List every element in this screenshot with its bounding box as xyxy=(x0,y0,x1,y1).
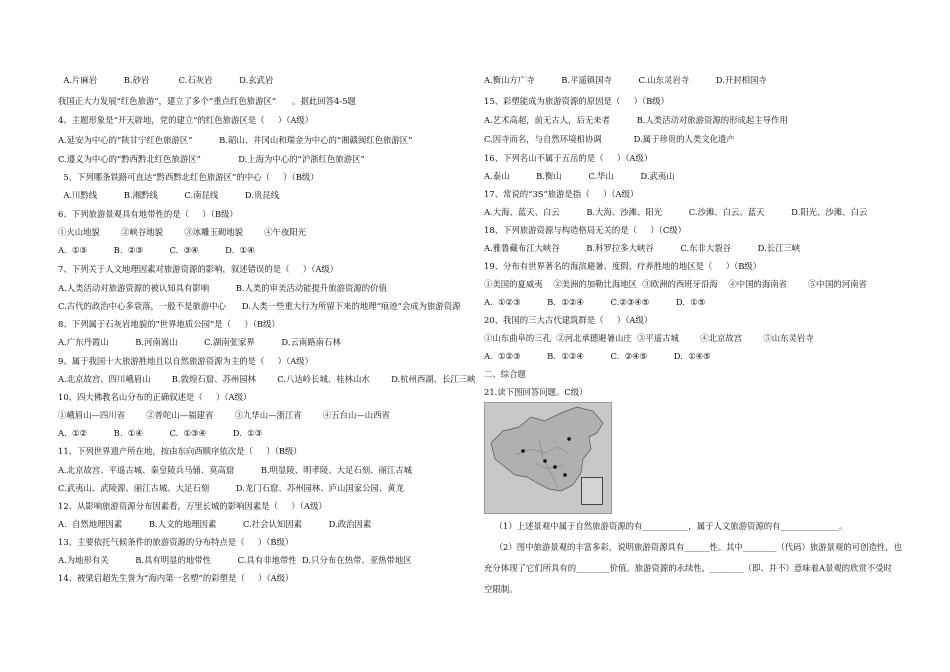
q21-part2-cont: 充分体现了它们所具有的________价值。旅游资源的永续性，________（即、并不）意味着A景观的欣赏不受时 xyxy=(484,563,893,573)
q19-options: A. ①②③ B. ①②④ C.②③④⑤ D. ①⑤ xyxy=(484,297,706,307)
map-marker xyxy=(567,437,571,441)
q10-stem: 10、四大佛教名山分布的正确叙述是（ ）（A级） xyxy=(58,392,252,402)
q17-options: A.大海、蓝天、白云 B.大海、沙滩、阳光 C.沙滩、白云、蓝天 D.阳光、沙滩、白云 xyxy=(484,207,868,217)
q9-stem: 9、属于我国十大旅游胜地且以自然旅游资源为主的是（ ）（A级） xyxy=(58,356,313,366)
q6-stem: 6、下列旅游景观具有地带性的是（ ）（B级） xyxy=(58,209,238,219)
q9-options: A.北京故宫、四川峨眉山 B.敦煌石窟、苏州园林 C.八达岭长城、桂林山水 D.杭州西湖、长江三峡 xyxy=(58,374,476,384)
q5-options: A.川黔线 B.湘黔线 C.南昆线 D.贵昆线 xyxy=(58,190,280,200)
q18-options: A.雅鲁藏布江大峡谷 B.科罗拉多大峡谷 C.东非大裂谷 D.长江三峡 xyxy=(484,243,801,253)
q20-items: ①山东曲阜的三孔 ②河北承德避暑山庄 ③平遥古城 ④北京故宫 ⑤山东灵岩寺 xyxy=(484,333,814,343)
q7-options-cd: C.古代的政治中心多衰落，一般不是旅游中心 D.人类一些重大行为所留下来的地理“痕迹”会成为旅游资源 xyxy=(58,301,461,311)
china-map-figure xyxy=(484,402,612,514)
map-marker xyxy=(563,473,567,477)
q7-stem: 7、下列关于人文地理因素对旅游资源的影响，叙述错误的是（ ）（A级） xyxy=(58,264,339,274)
q18-stem: 18、下列旅游资源与构造格局无关的是（ ）（C级） xyxy=(484,225,687,235)
q10-items: ①峨眉山—四川省 ②普陀山—福建省 ③九华山—浙江省 ④五台山—山西省 xyxy=(58,410,390,420)
q16-stem: 16、下列名山不属于五岳的是（ ）（A级） xyxy=(484,153,653,163)
red-tourism-intro: 我国正大力发展“红色旅游”，建立了多个“重点红色旅游区” 。据此回答4-5题 xyxy=(58,96,356,106)
q14-options: A.衡山方广寺 B.平遥镇国寺 C.山东灵岩寺 D.开封相国寺 xyxy=(484,75,767,85)
q14-stem: 14、被梁启超先生誉为“海内第一名塑”的彩塑是（ ）（A级） xyxy=(58,573,294,583)
section-heading: 二、综合题 xyxy=(484,369,526,379)
q7-options-ab: A.人类活动对旅游资源的被认知具有影响 B.人类的审美活动能提升旅游资源的价值 xyxy=(58,283,387,293)
q3-options: A.片麻岩 B.砂岩 C.石灰岩 D.玄武岩 xyxy=(58,75,274,85)
q5-stem: 5、下列哪条铁路可直达“黔西黔北红色旅游区”的中心（ ）（B级） xyxy=(58,172,319,182)
map-marker xyxy=(543,459,547,463)
q21-part2-end: 空限制。 xyxy=(484,584,518,594)
q20-options: A. ①②③ B. ①②④ C. ②④⑤ D. ①④⑤ xyxy=(484,351,711,361)
q15-options-ab: A.艺术高超，前无古人，后无来者 B.人类活动对旅游资源的形成起主导作用 xyxy=(484,115,788,125)
q4-options-cd: C.遵义为中心的“黔西黔北红色旅游区” D.上海为中心的“沪浙红色旅游区” xyxy=(58,154,365,164)
q4-options-ab: A.延安为中心的“陕甘宁红色旅游区” B.韶山、井冈山和瑞金为中心的“湘赣闽红色旅游区” xyxy=(58,135,413,145)
q11-options-cd: C.武夷山、武陵源、丽江古城、大足石刻 D.龙门石窟、苏州园林、庐山国家公园、黄龙 xyxy=(58,483,404,493)
q10-options: A. ①② B. ①④ C. ①③④ D. ①③ xyxy=(58,428,263,438)
q8-options: A.广东丹霞山 B.河南嵩山 C.湖南张家界 D.云南路南石林 xyxy=(58,337,341,347)
q12-options: A. 自然地理因素 B.人文的地理因素 C.社会认知因素 D.政治因素 xyxy=(58,519,372,529)
q8-stem: 8、下列属于石灰岩地貌的“世界地质公园”是（ ）（B级） xyxy=(58,319,280,329)
south-china-sea-inset xyxy=(581,477,603,505)
q15-stem: 15、彩塑能成为旅游资源的原因是（ ）（B级） xyxy=(484,96,670,106)
q16-options: A.泰山 B.衡山 C.华山 D.武夷山 xyxy=(484,171,675,181)
q4-stem: 4、主题形象是“开天辟地，党的建立”的红色旅游区是（ ）（A级） xyxy=(58,115,314,125)
q21-stem: 21.读下图回答问题。C级） xyxy=(484,387,588,397)
q6-items: ①火山地貌 ②峡谷地貌 ③冰雕玉砌地貌 ④午夜阳光 xyxy=(58,227,307,237)
q20-stem: 20、我国的三大古代建筑群是（ ）（A级） xyxy=(484,315,653,325)
q21-part1: （1）上述景观中属于自然旅游资源的有___________，属于人文旅游资源的有______________。 xyxy=(484,521,848,531)
q12-stem: 12、从影响旅游资源分布因素看，万里长城的影响因素是（ ）（A级） xyxy=(58,501,327,511)
q15-options-cd: C.因寺而名，与自然环境相协调 D.属于珍贵的人类文化遗产 xyxy=(484,134,735,144)
q13-options: A.为地形有关 B.具有明显的地带性 C.具有非地带性 D.只分布在热带、亚热带地区 xyxy=(58,555,412,565)
q13-stem: 13、主要依托气候条件的旅游资源的分布特点是（ ）（B级） xyxy=(58,537,294,547)
map-marker xyxy=(521,449,525,453)
q11-stem: 11、下列世界遗产所在地，按由东向西顺序依次是（ ）（B级） xyxy=(58,446,302,456)
q19-stem: 19、分布有世界著名的海滨避暑、度假、疗养胜地的地区是（ ）（B级） xyxy=(484,261,762,271)
q6-options: A. ①③ B. ②③ C. ③④ D. ①④ xyxy=(58,245,255,255)
q11-options-ab: A.北京故宫、平遥古城、秦皇陵兵马俑、莫高窟 B.明显陵、明孝陵、大足石刻、丽江古城 xyxy=(58,465,413,475)
q19-items: ①美国的夏威夷 ②美洲的加勒比海地区 ③欧洲的西班牙沿海 ④中国的海南省 ⑤中国的河南省 xyxy=(484,279,867,289)
q21-part2: （2）图中旅游景观的丰富多彩，说明旅游资源具有______性。其中________（代码）旅游景观的可创造性，也 xyxy=(484,542,902,552)
q17-stem: 17、常说的“3S”旅游是指（ ）（A级） xyxy=(484,189,639,199)
map-marker xyxy=(553,465,557,469)
